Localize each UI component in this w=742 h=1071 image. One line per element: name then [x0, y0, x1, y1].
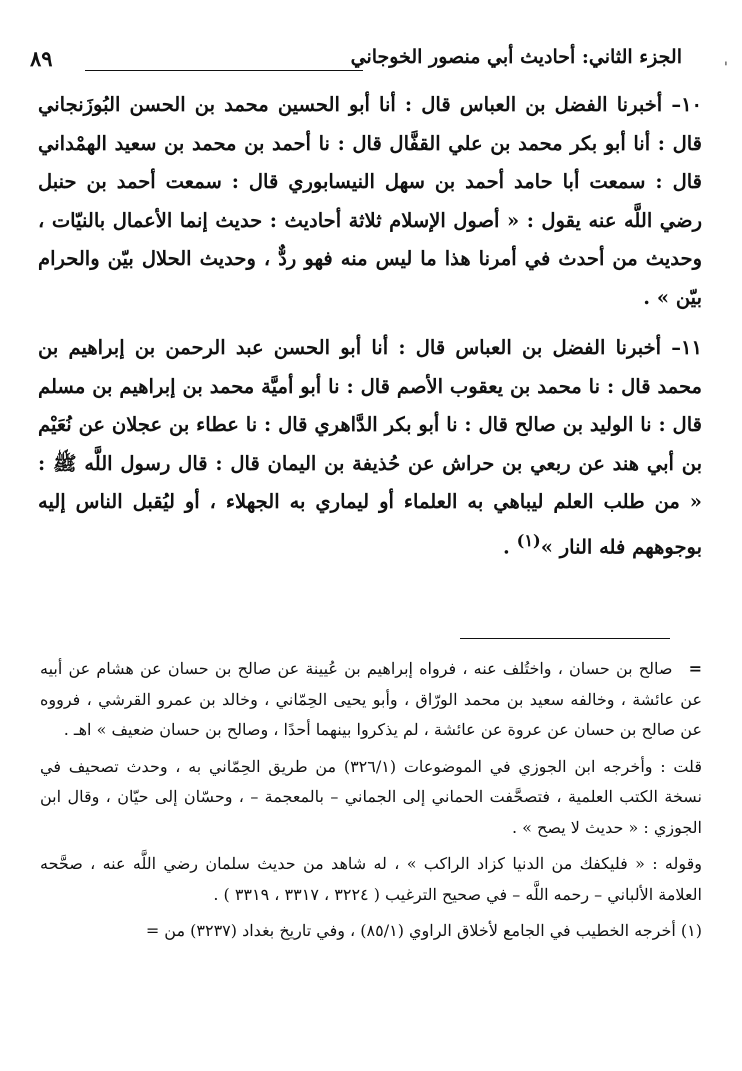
footnote-continuation: [40, 654, 702, 746]
main-text: [38, 86, 702, 579]
page-number: ٨٩: [30, 46, 53, 71]
hadith-text: الفضل بن العباس قال : أنا أبو الحسين محمد بن الحسن البُوزَنجاني قال : أنا أبو بكر محمد بن علي القفَّال قال : نا أحمد بن محمد بن سعيد الهمْداني قال : سمعت أبا حامد أحمد بن سهل النيسابوري قال : سمعت أحمد بن حنبل رضي اللَّه عنه يقول : « أصول الإسلام ثلاثة أحاديث : حديث إنما الأعمال بالنيّات ، وحديث من أحدث في أمرنا هذا ما ليس منه فهو ردٌّ ، وحديث الحلال بيّن والحرام بيّن » .: [38, 93, 702, 309]
footnote-paragraph: قلت : وأخرجه ابن الجوزي في الموضوعات (٣٢٦/١) من طريق الحِمّاني به ، وحدث تصحيف في نسخة الكتب العلمية ، فتصحَّفت الحماني إلى الجماني – بالمعجمة – ، وحسّان إلى حيّان ، وقال ابن الجوزي : « حديث لا يصح » .: [40, 756, 703, 837]
footnote-text: صالح بن حسان ، واختُلف عنه ، فرواه إبراهيم بن عُيينة عن صالح بن حسان عن هشام عن أبيه عن عائشة ، وخالفه سعيد بن محمد الورّاق ، وأبو يحيى الحِمّاني ، وخالد بن عمرو القرشي ، فرووه عن صالح بن حسان عن عروة عن عائشة ، لم يذكروا بينهما أحدًا ، وصالح بن حسان ضعيف » اهـ .: [40, 659, 702, 739]
running-title: الجزء الثاني: أحاديث أبي منصور الخوجاني: [350, 46, 682, 68]
hadith-number: ١١–: [671, 336, 702, 359]
hadith-ending: .: [503, 535, 517, 558]
hadith-10: [38, 86, 702, 317]
footnote-1: (١) أخرجه الخطيب في الجامع لأخلاق الراوي (٨٥/١) ، وفي تاريخ بغداد (٣٢٣٧) من =: [145, 921, 702, 940]
footnote-separator: [460, 638, 670, 639]
header-rule: [85, 70, 363, 71]
hadith-lead: أخبرنا: [616, 93, 663, 116]
page-header: [30, 42, 682, 82]
hadith-text: الفضل بن العباس قال : أنا أبو الحسن عبد الرحمن بن إبراهيم بن محمد قال : نا محمد بن يعقوب الأصم قال : نا أبو أميَّة محمد بن إبراهيم بن مسلم قال : نا الوليد بن صالح قال : نا أبو بكر الدَّاهري قال : نا عطاء بن عجلان عن نُعَيْم بن أبي هند عن ربعي بن حراش عن حُذيفة بن اليمان قال : قال رسول اللَّه ﷺ : « من طلب العلم ليباهي به العلماء أو ليماري به الجهلاء ، أو ليُقبل الناس إليه بوجوههم فله النار »: [38, 336, 702, 558]
footnote-reference[interactable]: (١): [516, 530, 541, 550]
hadith-11: [38, 329, 702, 567]
hadith-lead: أخبرنا: [615, 336, 662, 359]
footnotes: [40, 654, 702, 953]
continuation-mark: =: [688, 659, 702, 678]
hadith-number: ١٠–: [671, 93, 703, 116]
footnote-paragraph: وقوله : « فليكفك من الدنيا كزاد الراكب » ، له شاهد من حديث سلمان رضي اللَّه عنه ، صحَّحه العلامة الألباني – رحمه اللَّه – في صحيح الترغيب ( ٣٢٢٤ ، ٣٣١٧ ، ٣٣١٩ ) .: [40, 854, 702, 904]
corner-mark: ': [724, 60, 728, 76]
